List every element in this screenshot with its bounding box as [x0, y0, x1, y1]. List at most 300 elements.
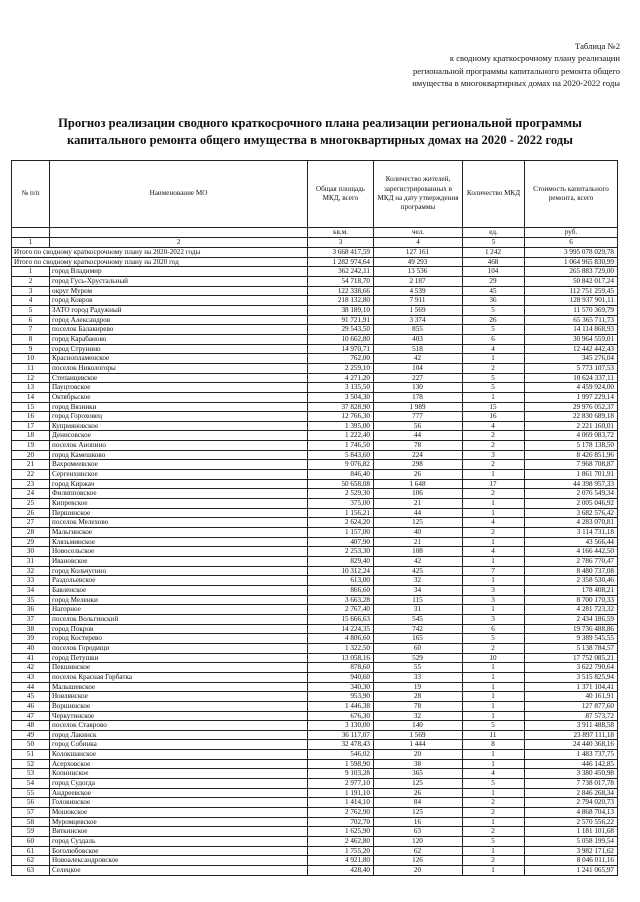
row-residents: 32 [374, 576, 463, 586]
annotation-line: региональной программы капитального ремонта общего [412, 65, 620, 76]
table-annotation [320, 40, 620, 90]
row-area: 4 271,20 [308, 373, 374, 383]
row-residents: 125 [374, 808, 463, 818]
column-number: 2 [50, 238, 308, 248]
table-row [12, 276, 618, 286]
row-count: 2 [463, 808, 525, 818]
row-area: 2 529,30 [308, 489, 374, 499]
table-row [12, 489, 618, 499]
row-count: 2 [463, 489, 525, 499]
row-number: 34 [12, 585, 50, 595]
row-cost: 2 005 046,92 [525, 499, 618, 509]
row-area: 50 658,08 [308, 479, 374, 489]
row-area: 218 132,80 [308, 296, 374, 306]
annotation-table-number: Таблица №2 [575, 41, 620, 51]
row-cost: 2 570 556,22 [525, 817, 618, 827]
row-residents: 21 [374, 537, 463, 547]
row-cost: 2 434 186,59 [525, 614, 618, 624]
row-cost: 40 161,91 [525, 692, 618, 702]
row-number: 3 [12, 286, 50, 296]
row-count: 5 [463, 721, 525, 731]
municipality-name: Асерховское [50, 759, 308, 769]
row-count: 3 [463, 450, 525, 460]
table-row [12, 373, 618, 383]
row-cost: 4 166 442,50 [525, 547, 618, 557]
row-area: 4 921,80 [308, 856, 374, 866]
municipality-name: город Карабаново [50, 334, 308, 344]
row-count: 4 [463, 769, 525, 779]
row-number: 26 [12, 508, 50, 518]
row-area: 10 312,24 [308, 566, 374, 576]
row-count: 17 [463, 479, 525, 489]
municipality-name: Боголюбовское [50, 846, 308, 856]
row-cost: 446 142,85 [525, 759, 618, 769]
row-count: 3 [463, 585, 525, 595]
municipality-name: город Камешково [50, 450, 308, 460]
total-row [12, 248, 618, 258]
row-area: 91 721,91 [308, 315, 374, 325]
row-area: 1 625,90 [308, 827, 374, 837]
total-area: 3 668 417,59 [308, 248, 374, 258]
municipality-name: город Петушки [50, 653, 308, 663]
row-residents: 108 [374, 547, 463, 557]
table-row [12, 740, 618, 750]
table-row [12, 431, 618, 441]
row-area: 1 414,10 [308, 798, 374, 808]
row-number: 54 [12, 779, 50, 789]
row-residents: 63 [374, 827, 463, 837]
row-residents: 165 [374, 634, 463, 644]
table-row [12, 779, 618, 789]
total-cost: 3 995 078 029,78 [525, 248, 618, 258]
row-count: 1 [463, 711, 525, 721]
row-number: 38 [12, 624, 50, 634]
row-count: 2 [463, 528, 525, 538]
row-residents: 84 [374, 798, 463, 808]
row-cost: 44 398 957,33 [525, 479, 618, 489]
row-area: 878,60 [308, 663, 374, 673]
row-count: 1 [463, 788, 525, 798]
row-area: 14 970,71 [308, 344, 374, 354]
total-residents: 49 293 [374, 257, 463, 267]
row-area: 36 117,07 [308, 730, 374, 740]
row-area: 2 767,40 [308, 605, 374, 615]
row-area: 1 322,50 [308, 643, 374, 653]
table-row [12, 315, 618, 325]
row-count: 1 [463, 508, 525, 518]
municipality-name: Степанцевское [50, 373, 308, 383]
row-number: 32 [12, 566, 50, 576]
row-cost: 112 751 259,45 [525, 286, 618, 296]
municipality-name: Нагорное [50, 605, 308, 615]
row-residents: 13 536 [374, 267, 463, 277]
row-residents: 19 [374, 682, 463, 692]
column-number: 4 [374, 238, 463, 248]
row-area: 29 543,50 [308, 325, 374, 335]
row-residents: 4 539 [374, 286, 463, 296]
row-number: 13 [12, 383, 50, 393]
annotation-line: к сводному краткосрочному плану реализации [449, 53, 620, 64]
municipality-name: Денисовское [50, 431, 308, 441]
table-row [12, 750, 618, 760]
column-number: 3 [308, 238, 374, 248]
row-count: 1 [463, 682, 525, 692]
table-row [12, 701, 618, 711]
row-number: 55 [12, 788, 50, 798]
row-cost: 22 830 689,18 [525, 412, 618, 422]
row-residents: 125 [374, 779, 463, 789]
total-area: 1 282 974,64 [308, 257, 374, 267]
row-number: 11 [12, 363, 50, 373]
table-row [12, 363, 618, 373]
units-cell-empty [50, 228, 308, 238]
row-count: 3 [463, 614, 525, 624]
row-number: 7 [12, 325, 50, 335]
row-residents: 365 [374, 769, 463, 779]
row-cost: 2 846 268,34 [525, 788, 618, 798]
row-area: 4 806,60 [308, 634, 374, 644]
table-row [12, 547, 618, 557]
municipality-name: Клязьминское [50, 537, 308, 547]
annotation-line: имущества в многоквартирных домах на 2020-2022 годы [412, 78, 620, 89]
row-number: 8 [12, 334, 50, 344]
table-row [12, 305, 618, 315]
total-label: Итого по сводному краткосрочному плану на 2020 год [12, 257, 308, 267]
row-cost: 1 861 701,91 [525, 470, 618, 480]
row-residents: 1 648 [374, 479, 463, 489]
row-number: 52 [12, 759, 50, 769]
row-count: 5 [463, 837, 525, 847]
row-area: 1 222,40 [308, 431, 374, 441]
row-cost: 128 937 901,11 [525, 296, 618, 306]
table-row [12, 614, 618, 624]
municipality-name: Сергеихинское [50, 470, 308, 480]
row-number: 50 [12, 740, 50, 750]
row-area: 1 746,50 [308, 441, 374, 451]
header-cost: Стоимость капитального ремонта, всего [525, 161, 618, 228]
municipality-name: Ивановское [50, 557, 308, 567]
row-area: 375,00 [308, 499, 374, 509]
row-count: 4 [463, 421, 525, 431]
municipality-name: город Собинка [50, 740, 308, 750]
municipality-name: Колокшанское [50, 750, 308, 760]
row-residents: 178 [374, 392, 463, 402]
municipality-name: округ Муром [50, 286, 308, 296]
row-residents: 1 569 [374, 305, 463, 315]
table-row [12, 663, 618, 673]
row-cost: 9 389 545,55 [525, 634, 618, 644]
row-number: 47 [12, 711, 50, 721]
row-number: 51 [12, 750, 50, 760]
row-cost: 17 752 085,21 [525, 653, 618, 663]
row-cost: 3 515 825,94 [525, 672, 618, 682]
row-residents: 1 444 [374, 740, 463, 750]
row-residents: 1 989 [374, 402, 463, 412]
row-count: 11 [463, 730, 525, 740]
row-residents: 20 [374, 750, 463, 760]
table-row [12, 605, 618, 615]
row-residents: 78 [374, 441, 463, 451]
row-count: 45 [463, 286, 525, 296]
row-count: 1 [463, 557, 525, 567]
table-row [12, 682, 618, 692]
header-row [12, 161, 618, 228]
row-area: 5 843,60 [308, 450, 374, 460]
row-count: 5 [463, 634, 525, 644]
row-number: 27 [12, 518, 50, 528]
row-area: 407,90 [308, 537, 374, 547]
row-number: 35 [12, 595, 50, 605]
row-count: 1 [463, 701, 525, 711]
row-number: 31 [12, 557, 50, 567]
table-row [12, 730, 618, 740]
municipality-name: Вахромеевское [50, 460, 308, 470]
row-count: 5 [463, 779, 525, 789]
row-residents: 115 [374, 595, 463, 605]
table-row [12, 866, 618, 876]
table-row [12, 692, 618, 702]
municipality-name: Вяткинское [50, 827, 308, 837]
row-count: 5 [463, 325, 525, 335]
row-number: 21 [12, 460, 50, 470]
row-count: 8 [463, 740, 525, 750]
row-residents: 28 [374, 692, 463, 702]
row-number: 58 [12, 817, 50, 827]
row-number: 9 [12, 344, 50, 354]
row-count: 5 [463, 373, 525, 383]
row-area: 54 718,70 [308, 276, 374, 286]
table-row [12, 846, 618, 856]
row-count: 4 [463, 344, 525, 354]
row-residents: 55 [374, 663, 463, 673]
municipality-name: поселок Балакирево [50, 325, 308, 335]
row-area: 122 338,66 [308, 286, 374, 296]
row-number: 33 [12, 576, 50, 586]
row-cost: 24 440 368,16 [525, 740, 618, 750]
row-residents: 60 [374, 643, 463, 653]
document-title [20, 115, 620, 149]
row-area: 428,40 [308, 866, 374, 876]
row-count: 1 [463, 576, 525, 586]
row-area: 940,60 [308, 672, 374, 682]
row-number: 49 [12, 730, 50, 740]
municipality-name: город Вязники [50, 402, 308, 412]
row-residents: 26 [374, 788, 463, 798]
row-area: 1 191,10 [308, 788, 374, 798]
table-row [12, 576, 618, 586]
row-number: 17 [12, 421, 50, 431]
municipality-name: город Костерево [50, 634, 308, 644]
table-row [12, 634, 618, 644]
row-count: 1 [463, 759, 525, 769]
row-residents: 44 [374, 431, 463, 441]
row-count: 3 [463, 595, 525, 605]
unit-count: ед. [463, 228, 525, 238]
row-residents: 31 [374, 605, 463, 615]
column-number-row [12, 238, 618, 248]
row-area: 2 462,80 [308, 837, 374, 847]
row-number: 48 [12, 721, 50, 731]
row-count: 26 [463, 315, 525, 325]
row-residents: 545 [374, 614, 463, 624]
row-residents: 403 [374, 334, 463, 344]
row-count: 1 [463, 692, 525, 702]
row-residents: 855 [374, 325, 463, 335]
row-area: 762,00 [308, 354, 374, 364]
table-row [12, 653, 618, 663]
table-body [12, 248, 618, 876]
row-cost: 3 682 576,42 [525, 508, 618, 518]
row-count: 6 [463, 624, 525, 634]
row-cost: 5 058 199,54 [525, 837, 618, 847]
row-number: 6 [12, 315, 50, 325]
row-number: 36 [12, 605, 50, 615]
municipality-name: Воршинское [50, 701, 308, 711]
row-number: 56 [12, 798, 50, 808]
municipality-name: ЗАТО город Радужный [50, 305, 308, 315]
row-area: 3 663,28 [308, 595, 374, 605]
title-line: Прогноз реализации сводного краткосрочного плана реализации региональной программы [58, 116, 582, 130]
municipality-name: Бавленское [50, 585, 308, 595]
row-count: 15 [463, 402, 525, 412]
row-number: 41 [12, 653, 50, 663]
row-count: 1 [463, 846, 525, 856]
municipality-name: город Гороховец [50, 412, 308, 422]
municipality-name: город Лакинск [50, 730, 308, 740]
row-area: 37 828,90 [308, 402, 374, 412]
row-area: 676,30 [308, 711, 374, 721]
row-count: 4 [463, 547, 525, 557]
row-area: 953,90 [308, 692, 374, 702]
row-cost: 43 566,44 [525, 537, 618, 547]
municipality-name: поселок Вольгинский [50, 614, 308, 624]
row-residents: 2 187 [374, 276, 463, 286]
row-number: 53 [12, 769, 50, 779]
row-residents: 62 [374, 846, 463, 856]
row-count: 1 [463, 672, 525, 682]
municipality-name: Головинское [50, 798, 308, 808]
municipality-name: город Ковров [50, 296, 308, 306]
row-cost: 4 868 704,13 [525, 808, 618, 818]
municipality-name: Филипповское [50, 489, 308, 499]
table-row [12, 557, 618, 567]
row-cost: 178 408,21 [525, 585, 618, 595]
row-area: 3 130,00 [308, 721, 374, 731]
row-residents: 42 [374, 557, 463, 567]
row-residents: 20 [374, 866, 463, 876]
row-area: 1 395,00 [308, 421, 374, 431]
row-residents: 21 [374, 499, 463, 509]
forecast-table [11, 160, 618, 876]
municipality-name: поселок Мелехово [50, 518, 308, 528]
row-number: 37 [12, 614, 50, 624]
table-row [12, 827, 618, 837]
table-row [12, 566, 618, 576]
row-residents: 33 [374, 672, 463, 682]
row-number: 60 [12, 837, 50, 847]
table-row [12, 402, 618, 412]
row-cost: 1 241 065,97 [525, 866, 618, 876]
row-cost: 265 883 729,00 [525, 267, 618, 277]
row-area: 2 977,10 [308, 779, 374, 789]
row-cost: 127 877,60 [525, 701, 618, 711]
table-row [12, 856, 618, 866]
row-number: 28 [12, 528, 50, 538]
table-row [12, 721, 618, 731]
row-cost: 23 897 111,18 [525, 730, 618, 740]
row-count: 4 [463, 518, 525, 528]
row-number: 1 [12, 267, 50, 277]
row-cost: 4 069 083,72 [525, 431, 618, 441]
municipality-name: поселок Городищи [50, 643, 308, 653]
header-residents: Количество жителей, зарегистрированных в МКД на дату утверждения программы [374, 161, 463, 228]
row-count: 5 [463, 383, 525, 393]
row-residents: 224 [374, 450, 463, 460]
municipality-name: город Покров [50, 624, 308, 634]
row-number: 57 [12, 808, 50, 818]
table-row [12, 518, 618, 528]
row-number: 24 [12, 489, 50, 499]
row-count: 1 [463, 866, 525, 876]
table-row [12, 354, 618, 364]
row-cost: 8 480 737,08 [525, 566, 618, 576]
row-count: 10 [463, 653, 525, 663]
row-cost: 1 997 229,14 [525, 392, 618, 402]
row-count: 1 [463, 537, 525, 547]
municipality-name: Копнинское [50, 769, 308, 779]
row-count: 2 [463, 643, 525, 653]
row-count: 1 [463, 605, 525, 615]
table-row [12, 383, 618, 393]
row-residents: 26 [374, 470, 463, 480]
table-row [12, 499, 618, 509]
table-row [12, 537, 618, 547]
row-count: 1 [463, 750, 525, 760]
table-row [12, 808, 618, 818]
row-number: 15 [12, 402, 50, 412]
row-number: 20 [12, 450, 50, 460]
table-row [12, 344, 618, 354]
municipality-name: поселок Ставрово [50, 721, 308, 731]
row-residents: 3 374 [374, 315, 463, 325]
row-residents: 32 [374, 711, 463, 721]
row-cost: 2 076 549,34 [525, 489, 618, 499]
table-row [12, 624, 618, 634]
column-number: 6 [525, 238, 618, 248]
header-area: Общая площадь МКД, всего [308, 161, 374, 228]
row-cost: 5 138 784,57 [525, 643, 618, 653]
municipality-name: Селецкое [50, 866, 308, 876]
row-residents: 425 [374, 566, 463, 576]
total-label: Итого по сводному краткосрочному плану на 2020-2022 годы [12, 248, 308, 258]
row-residents: 742 [374, 624, 463, 634]
table-row [12, 508, 618, 518]
row-count: 2 [463, 363, 525, 373]
row-residents: 56 [374, 421, 463, 431]
row-count: 36 [463, 296, 525, 306]
municipality-name: Куприяновское [50, 421, 308, 431]
row-residents: 78 [374, 701, 463, 711]
table-row [12, 672, 618, 682]
row-number: 30 [12, 547, 50, 557]
municipality-name: Октябрьское [50, 392, 308, 402]
row-area: 340,30 [308, 682, 374, 692]
row-cost: 4 281 723,32 [525, 605, 618, 615]
row-count: 2 [463, 856, 525, 866]
row-count: 1 [463, 354, 525, 364]
row-area: 546,02 [308, 750, 374, 760]
row-residents: 106 [374, 489, 463, 499]
